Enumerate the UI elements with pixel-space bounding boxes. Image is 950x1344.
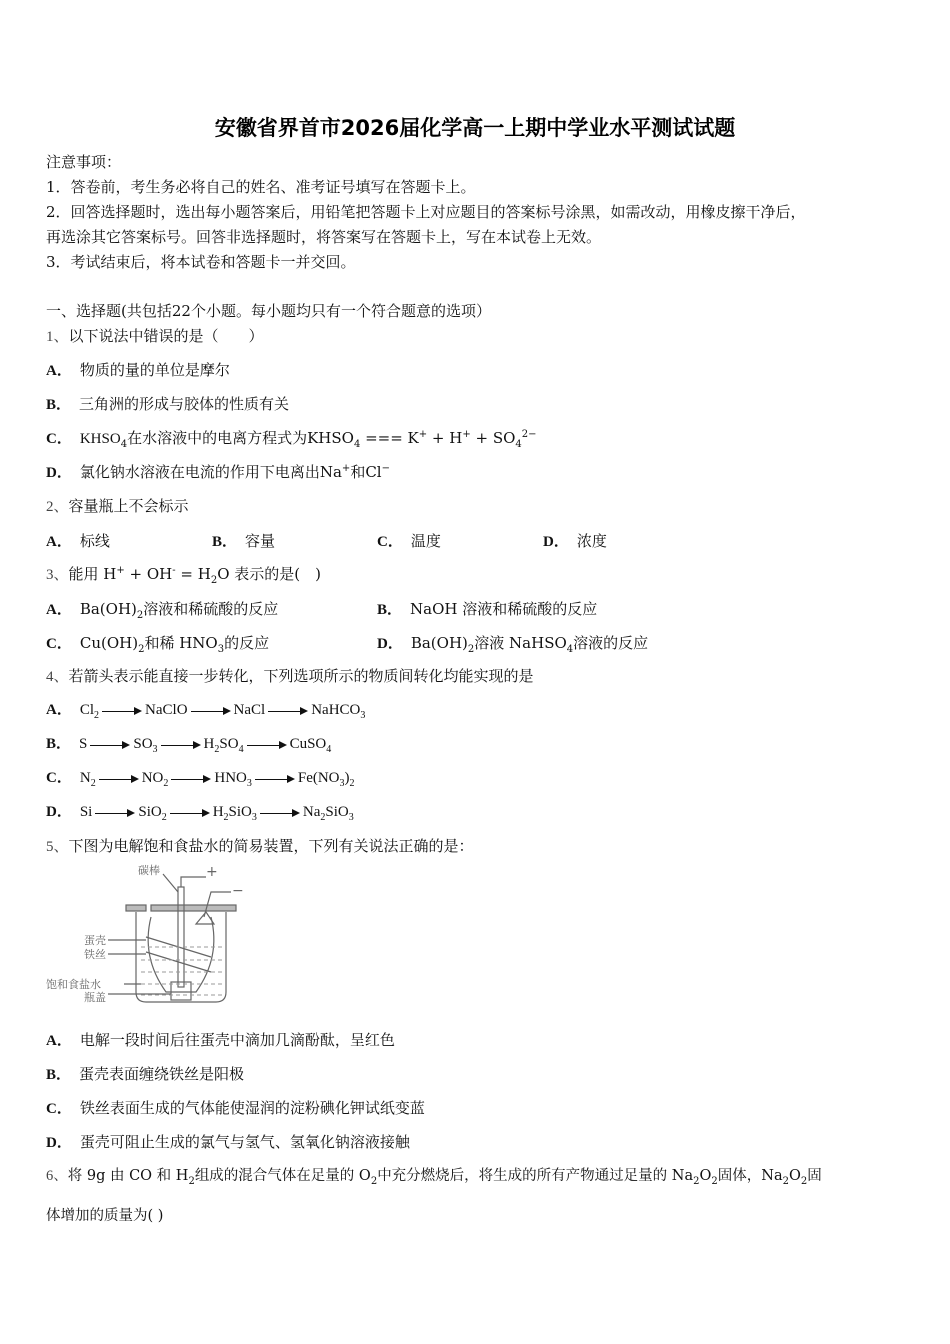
label-plus: + — [206, 864, 218, 880]
subscript: 2 — [188, 1175, 195, 1187]
subscript: 3 — [339, 778, 345, 789]
arrow-right-icon — [99, 774, 139, 784]
formula: SiO — [138, 804, 162, 820]
option-text: 溶液 NaHSO — [474, 634, 567, 652]
formula-text: KHSO — [79, 431, 121, 447]
superscript: + — [418, 429, 428, 440]
section-heading: 一、选择题(共包括22个小题。每小题均只有一个符合题意的选项） — [46, 302, 491, 320]
formula: NaClO — [145, 702, 188, 718]
formula: N — [79, 770, 91, 786]
subscript: 2 — [782, 1175, 789, 1187]
option-label: C． — [377, 534, 403, 550]
q4-option-b[interactable] — [46, 734, 331, 754]
notice-item-1: 1．答卷前，考生务必将自己的姓名、准考证号填写在答题卡上。 — [46, 178, 476, 196]
notice-heading: 注意事项： — [46, 153, 122, 171]
formula: ) — [344, 770, 350, 786]
subscript: 2 — [210, 575, 218, 586]
question-stem: + OH — [124, 565, 173, 583]
q3-option-d[interactable] — [377, 632, 648, 653]
question-6 — [46, 1166, 822, 1186]
label-brine: 饱和食盐水 — [46, 978, 101, 991]
option-label: C． — [46, 1101, 72, 1117]
option-text: 在水溶液中的电离方程式为KHSO — [127, 429, 354, 447]
question-5 — [46, 836, 474, 857]
question-6-cont: 体增加的质量为( ) — [46, 1208, 164, 1224]
notice-item-2: 2．回答选择题时，选出每小题答案后，用铅笔把答题卡上对应题目的答案标号涂黑，如需改动，用橡皮擦干净后， — [46, 203, 806, 221]
question-stem: O — [789, 1168, 801, 1184]
question-stem: 容量瓶上不会标示 — [68, 497, 189, 515]
formula: Na — [302, 804, 321, 820]
subscript: 2 — [138, 644, 145, 655]
subscript: 3 — [246, 778, 252, 789]
formula: Fe(NO — [297, 770, 340, 786]
label-carbon-rod: 碳棒 — [138, 864, 160, 877]
option-text: NaOH 溶液和稀硫酸的反应 — [410, 600, 598, 618]
option-text: 标线 — [79, 532, 110, 550]
option-label: C． — [46, 431, 72, 447]
question-stem: = H — [175, 565, 211, 583]
q1-option-b[interactable] — [46, 394, 289, 415]
option-text: Ba(OH) — [410, 634, 468, 652]
arrow-right-icon — [161, 740, 201, 750]
arrow-right-icon — [170, 808, 210, 818]
subscript: 3 — [152, 744, 158, 755]
subscript: 2 — [161, 812, 167, 823]
q3-option-c[interactable] — [46, 632, 269, 653]
q3-option-b[interactable] — [377, 598, 597, 619]
equation-text: + H — [427, 429, 463, 447]
option-text: 电解一段时间后往蛋壳中滴加几滴酚酞，呈红色 — [79, 1031, 395, 1049]
superscript: − — [381, 463, 390, 474]
subscript: 4 — [515, 439, 522, 450]
subscript: 3 — [217, 644, 225, 655]
question-1 — [46, 326, 264, 347]
subscript: 3 — [251, 812, 257, 823]
question-stem: 中充分燃烧后，将生成的所有产物通过足量的 Na — [377, 1168, 694, 1184]
arrow-right-icon — [171, 774, 211, 784]
question-2 — [46, 496, 189, 517]
option-text: 氯化钠水溶液在电流的作用下电离出Na — [79, 463, 342, 481]
subscript: 2 — [214, 744, 220, 755]
option-label: B． — [46, 736, 72, 752]
subscript: 2 — [320, 812, 326, 823]
notice-item-2-cont: 再选涂其它答案标号。回答非选择题时，将答案写在答题卡上，写在本试卷上无效。 — [46, 228, 602, 246]
q2-option-b[interactable] — [212, 530, 275, 551]
subscript: 2 — [94, 710, 100, 721]
superscript: + — [116, 565, 125, 576]
q5-option-d[interactable] — [46, 1132, 410, 1153]
option-label: D． — [46, 465, 72, 481]
option-text: 浓度 — [576, 532, 607, 550]
question-stem: 固体，Na — [717, 1168, 783, 1184]
q4-option-d[interactable] — [46, 802, 354, 822]
formula: HNO — [214, 770, 247, 786]
option-text: Ba(OH) — [79, 600, 137, 618]
option-label: A． — [46, 602, 72, 618]
option-text: 容量 — [245, 532, 276, 550]
subscript: 4 — [353, 439, 361, 450]
subscript: 4 — [566, 644, 574, 655]
q1-option-a[interactable] — [46, 360, 230, 381]
q4-option-a[interactable] — [46, 700, 365, 720]
subscript: 2 — [467, 644, 475, 655]
label-minus: − — [232, 883, 244, 899]
question-stem: 将 9g 由 CO 和 H — [67, 1168, 189, 1184]
electrolysis-apparatus-diagram — [46, 862, 246, 1012]
superscript: 2− — [521, 429, 537, 440]
option-text: 蛋壳表面缠绕铁丝是阳极 — [79, 1065, 245, 1083]
question-stem: 下图为电解饱和食盐水的简易装置，下列有关说法正确的是： — [68, 837, 474, 855]
q4-option-c[interactable] — [46, 768, 355, 788]
option-label: D． — [46, 1135, 72, 1151]
option-label: B． — [46, 1067, 72, 1083]
option-label: D． — [377, 636, 403, 652]
subscript: 2 — [370, 1175, 378, 1187]
superscript: + — [462, 429, 471, 440]
q1-option-d[interactable] — [46, 462, 390, 483]
subscript: 2 — [711, 1175, 718, 1187]
option-text: 溶液的反应 — [573, 634, 649, 652]
q3-option-a[interactable] — [46, 598, 278, 619]
arrow-right-icon — [102, 706, 142, 716]
option-text: 三角洲的形成与胶体的性质有关 — [79, 395, 290, 413]
option-label: B． — [212, 534, 238, 550]
arrow-right-icon — [247, 740, 287, 750]
question-stem: 若箭头表示能直接一步转化，下列选项所示的物质间转化均能实现的是 — [68, 667, 534, 685]
option-label: A． — [46, 702, 72, 718]
question-stem: O — [699, 1168, 712, 1184]
formula: CuSO — [289, 736, 327, 752]
option-text: 和Cl — [350, 463, 382, 481]
option-text: 蛋壳可阻止生成的氯气与氢气、氢氧化钠溶液接触 — [79, 1133, 410, 1151]
formula: SO — [219, 736, 239, 752]
question-3 — [46, 564, 321, 585]
formula: NaCl — [233, 702, 266, 718]
option-text: 铁丝表面生成的气体能使湿润的淀粉碘化钾试纸变蓝 — [79, 1099, 425, 1117]
label-iron-wire: 铁丝 — [84, 948, 106, 961]
option-text: 和稀 HNO — [144, 634, 218, 652]
arrow-right-icon — [95, 808, 135, 818]
subscript: 2 — [349, 778, 355, 789]
question-number: 1、 — [46, 329, 69, 345]
arrow-right-icon — [268, 706, 308, 716]
question-4 — [46, 666, 534, 687]
question-stem: O 表示的是( ) — [217, 565, 321, 583]
arrow-right-icon — [191, 706, 231, 716]
subscript: 3 — [348, 812, 354, 823]
q1-option-c[interactable] — [46, 428, 537, 449]
arrow-right-icon — [90, 740, 130, 750]
option-label: B． — [46, 397, 72, 413]
q5-option-c[interactable] — [46, 1098, 425, 1119]
question-stem: 以下说法中错误的是（ ） — [68, 327, 264, 345]
formula: SO — [133, 736, 153, 752]
option-text: 溶液和稀硫酸的反应 — [143, 600, 279, 618]
formula: SiO — [228, 804, 252, 820]
subscript: 4 — [120, 439, 128, 450]
q5-option-b[interactable] — [46, 1064, 244, 1085]
superscript: + — [341, 463, 351, 474]
question-number: 3、 — [46, 567, 69, 583]
question-stem: 固 — [807, 1168, 822, 1184]
q2-option-c[interactable] — [377, 530, 441, 551]
subscript: 2 — [693, 1175, 700, 1187]
option-label: D． — [543, 534, 569, 550]
question-stem: 能用 H — [68, 565, 117, 583]
subscript: 2 — [90, 778, 96, 789]
equation-text: + SO — [470, 429, 516, 447]
option-label: C． — [46, 636, 72, 652]
subscript: 2 — [223, 812, 229, 823]
arrow-right-icon — [255, 774, 295, 784]
subscript: 4 — [326, 744, 332, 755]
question-number: 6、 — [46, 1168, 68, 1184]
label-bottle-cap: 瓶盖 — [84, 991, 106, 1004]
question-number: 2、 — [46, 499, 69, 515]
option-text: Cu(OH) — [79, 634, 139, 652]
q2-option-d[interactable] — [543, 530, 607, 551]
arrow-right-icon — [260, 808, 300, 818]
option-text: 温度 — [410, 532, 441, 550]
formula: H — [212, 804, 224, 820]
formula: SiO — [325, 804, 349, 820]
option-label: D． — [46, 804, 72, 820]
subscript: 3 — [360, 710, 366, 721]
q2-option-a[interactable] — [46, 530, 110, 551]
option-text: 的反应 — [224, 634, 270, 652]
subscript: 2 — [163, 778, 169, 789]
formula: NO — [141, 770, 164, 786]
formula: S — [79, 736, 88, 752]
formula: NaHCO — [311, 702, 361, 718]
option-label: B． — [377, 602, 403, 618]
option-label: A． — [46, 363, 72, 379]
question-stem: 组成的混合气体在足量的 O — [194, 1168, 371, 1184]
electrolysis-diagram-icon — [46, 862, 246, 1012]
equation-text: === K — [360, 429, 419, 447]
label-eggshell: 蛋壳 — [84, 934, 106, 947]
superscript: - — [172, 565, 176, 576]
page-title: 安徽省界首市2026届化学高一上期中学业水平测试试题 — [214, 116, 736, 140]
option-label: A． — [46, 1033, 72, 1049]
option-label: A． — [46, 534, 72, 550]
notice-item-3: 3．考试结束后，将本试卷和答题卡一并交回。 — [46, 253, 356, 271]
formula: Si — [79, 804, 93, 820]
formula: H — [203, 736, 215, 752]
subscript: 2 — [800, 1175, 808, 1187]
q5-option-a[interactable] — [46, 1030, 395, 1051]
question-number: 4、 — [46, 669, 69, 685]
subscript: 2 — [136, 610, 144, 621]
question-number: 5、 — [46, 839, 69, 855]
option-text: 物质的量的单位是摩尔 — [79, 361, 230, 379]
option-label: C． — [46, 770, 72, 786]
subscript: 4 — [238, 744, 244, 755]
formula: Cl — [79, 702, 95, 718]
